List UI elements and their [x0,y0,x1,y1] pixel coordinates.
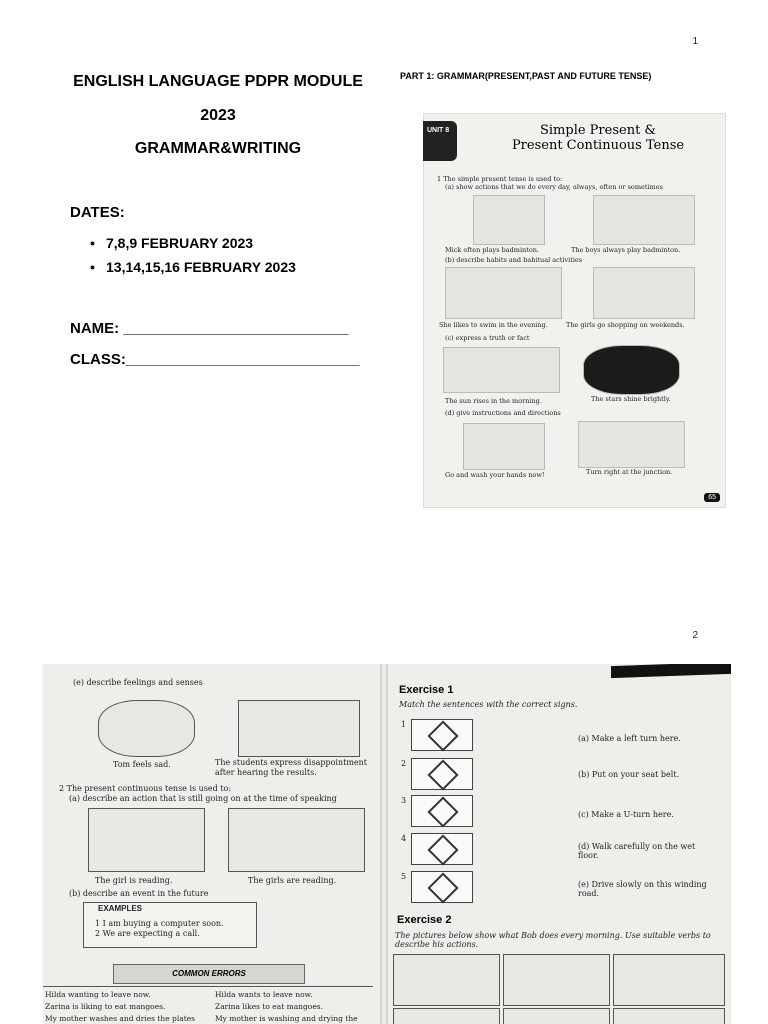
scan-text: (d) give instructions and directions [445,409,561,417]
scan-text: (e) describe feelings and senses [73,678,203,687]
dates-label: DATES: [70,204,125,221]
scan-text: 2 The present continuous tense is used to: [59,784,232,793]
scan-caption: Go and wash your hands now! [445,471,545,479]
road-sign [411,758,473,790]
illustration [473,195,545,245]
road-sign [411,833,473,865]
road-sign [411,719,473,751]
date-item: • 13,14,15,16 FEBRUARY 2023 [106,259,296,275]
error-right: Zarina likes to eat mangoes. [215,1002,323,1011]
exercise2-picture [503,954,610,1006]
error-wrong: Hilda wanting to leave now. [45,990,151,999]
scan-text: (b) describe an event in the future [69,889,209,898]
textbook-scan-page2 [43,664,731,1024]
exercise1-instruction: Match the sentences with the correct signs. [399,700,578,709]
illustration [593,267,695,319]
class-field: CLASS:____________________________ [70,351,360,368]
exercise2-picture [393,954,500,1006]
common-errors-table [43,986,373,1024]
exercise2-picture [393,1008,500,1024]
scan-caption: Turn right at the junction. [586,468,673,476]
illustration [445,267,562,319]
answer-option: (d) Walk carefully on the wet floor. [578,842,696,860]
page-number: 1 [692,36,698,47]
scan-caption: The girl is reading. [95,876,173,885]
scan-caption: The boys always play badminton. [571,246,681,254]
part1-heading: PART 1: GRAMMAR(PRESENT,PAST AND FUTURE TENSE) [400,71,652,81]
illustration [228,808,365,872]
scan-caption: after hearing the results. [215,768,317,777]
scan-text: (a) show actions that we do every day, always, often or sometimes [445,183,663,191]
page-number: 2 [692,630,698,641]
illustration [238,700,360,757]
scan-caption: The students express disappointment [215,758,368,767]
module-subtitle: GRAMMAR&WRITING [134,140,302,157]
scan-caption: She likes to swim in the evening. [439,321,548,329]
common-errors-banner: COMMON ERRORS [113,964,305,984]
item-number: 4 [401,834,407,843]
illustration [583,345,680,395]
scan-caption: The stars shine brightly. [591,395,671,403]
exercise2-picture [613,1008,725,1024]
date-item: • 7,8,9 FEBRUARY 2023 [106,235,253,251]
scan-text: (c) express a truth or fact [445,334,530,342]
scan-text: (b) describe habits and habitual activities [445,256,583,264]
scan-caption: Tom feels sad. [113,760,171,769]
scan-text: (a) describe an action that is still going on at the time of speaking [69,794,337,803]
answer-option: (b) Put on your seat belt. [578,770,680,779]
exercise2-picture [503,1008,610,1024]
error-wrong: My mother washes and dries the plates [45,1014,196,1023]
scan-caption: The sun rises in the morning. [445,397,542,405]
exercise2-instruction: The pictures below show what Bob does every morning. Use suitable verbs to [395,931,711,940]
item-number: 5 [401,872,407,881]
error-wrong: Zarina is liking to eat mangoes. [45,1002,166,1011]
illustration [463,423,545,470]
module-title: ENGLISH LANGUAGE PDPR MODULE [73,73,363,90]
answer-option: (a) Make a left turn here. [578,734,681,743]
scan-caption: The girls go shopping on weekends. [566,321,685,329]
exercise2-instruction: describe his actions. [395,940,479,949]
item-number: 2 [401,759,407,768]
textbook-scan-page1 [423,113,726,508]
item-number: 3 [401,796,407,805]
scan-caption: The girls are reading. [248,876,337,885]
illustration [88,808,205,872]
page-fold [380,664,388,1024]
illustration [98,700,195,757]
module-year: 2023 [200,107,236,124]
examples-label: EXAMPLES [98,904,143,913]
unit-tab: UNIT 8 [423,121,457,161]
illustration [443,347,560,393]
scan-caption: Mick often plays badminton. [445,246,540,254]
answer-option: (e) Drive slowly on this winding road. [578,880,707,898]
item-number: 1 [401,720,407,729]
error-right: Hilda wants to leave now. [215,990,313,999]
name-field: NAME: ___________________________ [70,320,349,337]
exercise1-heading: Exercise 1 [399,684,454,696]
scan-heading: Simple Present & Present Continuous Tense [511,123,685,153]
exercise2-picture [613,954,725,1006]
error-right: My mother is washing and drying the [215,1014,358,1023]
example-line: 1 I am buying a computer soon. [95,919,224,928]
example-line: 2 We are expecting a call. [95,929,200,938]
scan-shadow [611,664,731,678]
scan-text: 1 The simple present tense is used to: [437,175,563,183]
answer-option: (c) Make a U-turn here. [578,810,674,819]
illustration [578,421,685,468]
exercise2-heading: Exercise 2 [397,914,452,926]
illustration [593,195,695,245]
road-sign [411,795,473,827]
scan-page-number: 65 [704,493,720,502]
road-sign [411,871,473,903]
